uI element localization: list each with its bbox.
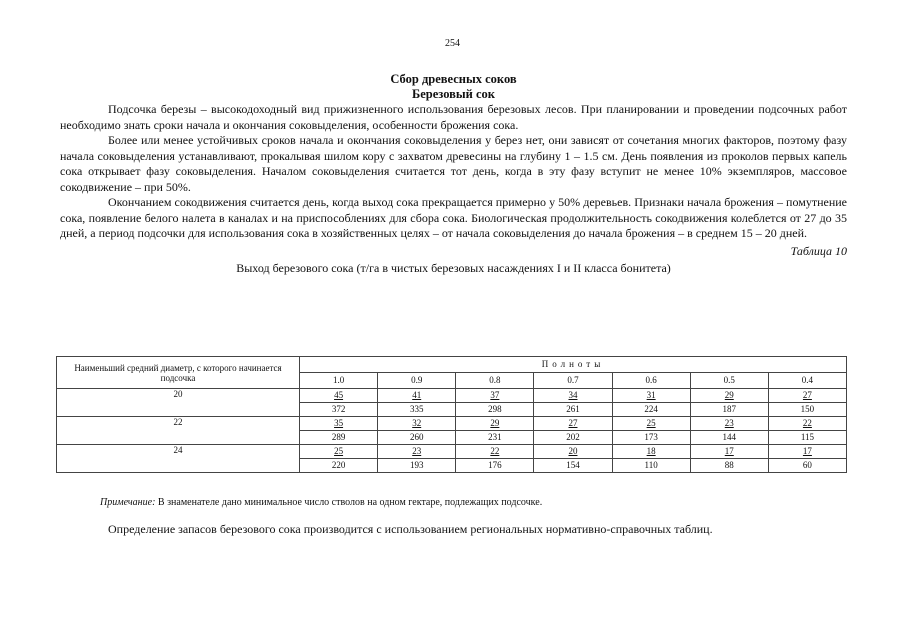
yield-cell: 17 (768, 445, 846, 459)
main-text (60, 72, 847, 276)
header-density: Полноты (300, 357, 847, 373)
stems-cell: 60 (768, 459, 846, 473)
yield-cell: 23 (690, 417, 768, 431)
stems-cell: 193 (378, 459, 456, 473)
table-row-yield (57, 417, 847, 431)
note-text: В знаменателе дано минимальное число стволов на одном гектаре, подлежащих подсочке. (155, 497, 543, 508)
stems-cell: 88 (690, 459, 768, 473)
row-diameter: 22 (57, 417, 300, 445)
yield-cell: 20 (534, 445, 612, 459)
section-title: Сбор древесных соков (390, 72, 517, 86)
note-label: Примечание: (100, 497, 156, 508)
table-label: Таблица 10 (790, 243, 847, 258)
yield-cell: 23 (378, 445, 456, 459)
density-col: 0.6 (612, 373, 690, 389)
table-row-yield (57, 445, 847, 459)
stems-cell: 289 (300, 431, 378, 445)
yield-cell: 37 (456, 389, 534, 403)
yield-cell: 17 (690, 445, 768, 459)
yield-cell: 41 (378, 389, 456, 403)
yield-cell: 34 (534, 389, 612, 403)
stems-cell: 115 (768, 431, 846, 445)
yield-cell: 31 (612, 389, 690, 403)
stems-cell: 220 (300, 459, 378, 473)
final-text (60, 522, 847, 538)
stems-cell: 202 (534, 431, 612, 445)
density-col: 0.8 (456, 373, 534, 389)
stems-cell: 231 (456, 431, 534, 445)
table-header-row (57, 357, 847, 373)
page-number: 254 (445, 38, 460, 49)
final-paragraph: Определение запасов березового сока производится с использованием региональных нормативно-справочных таблиц. (108, 522, 713, 536)
yield-cell: 18 (612, 445, 690, 459)
yield-cell: 35 (300, 417, 378, 431)
stems-cell: 144 (690, 431, 768, 445)
yield-cell: 22 (768, 417, 846, 431)
stems-cell: 335 (378, 403, 456, 417)
sap-yield-table (56, 356, 847, 473)
row-diameter: 20 (57, 389, 300, 417)
yield-cell: 22 (456, 445, 534, 459)
stems-cell: 150 (768, 403, 846, 417)
density-col: 0.5 (690, 373, 768, 389)
stems-cell: 187 (690, 403, 768, 417)
paragraph-3: Окончанием сокодвижения считается день, когда выход сока прекращается примерно у 50% деревьев. Признаки начала брожения – помутнение сока, появление белого налета в каналах и на приспособлениях для сбора сока. Биологическая продолжительность сокодвижения колеблется от 27 до 35 дней, а период подсочки для использования сока в хозяйственных целях – от начала соковыделения до начала брожения – в среднем 15 – 20 дней. (60, 195, 847, 240)
stems-cell: 173 (612, 431, 690, 445)
stems-cell: 176 (456, 459, 534, 473)
yield-cell: 25 (612, 417, 690, 431)
table-note (100, 497, 542, 508)
density-col: 0.4 (768, 373, 846, 389)
yield-cell: 27 (534, 417, 612, 431)
yield-cell: 27 (768, 389, 846, 403)
yield-cell: 45 (300, 389, 378, 403)
table-row-yield (57, 389, 847, 403)
header-diameter: Наименьший средний диаметр, с которого начинается подсочка (57, 357, 300, 389)
stems-cell: 224 (612, 403, 690, 417)
row-diameter: 24 (57, 445, 300, 473)
yield-cell: 25 (300, 445, 378, 459)
stems-cell: 260 (378, 431, 456, 445)
yield-cell: 29 (690, 389, 768, 403)
stems-cell: 372 (300, 403, 378, 417)
yield-cell: 29 (456, 417, 534, 431)
density-col: 1.0 (300, 373, 378, 389)
section-subtitle: Березовый сок (411, 87, 496, 101)
stems-cell: 110 (612, 459, 690, 473)
table-title: Выход березового сока (т/га в чистых березовых насаждениях I и II класса бонитета) (236, 260, 671, 275)
density-col: 0.9 (378, 373, 456, 389)
yield-cell: 32 (378, 417, 456, 431)
paragraph-1: Подсочка березы – высокодоходный вид прижизненного использования березовых лесов. При планировании и проведении подсочных работ необходимо знать сроки начала и окончания соковыделения, особенности брожения сока. (60, 102, 847, 132)
stems-cell: 261 (534, 403, 612, 417)
paragraph-2: Более или менее устойчивых сроков начала и окончания соковыделения у берез нет, они зависят от сочетания многих факторов, поэтому фазу начала соковыделения устанавливают, прокалывая шилом кору с захватом древесины на глубину 1 – 1.5 см. День появления из проколов первых капель сока открывает фазу соковыделения. Началом соковыделения считается тот день, когда в эту фазу вступит не менее 10% экземпляров, массовое сокодвижение – при 50%. (60, 133, 847, 194)
stems-cell: 298 (456, 403, 534, 417)
density-col: 0.7 (534, 373, 612, 389)
stems-cell: 154 (534, 459, 612, 473)
